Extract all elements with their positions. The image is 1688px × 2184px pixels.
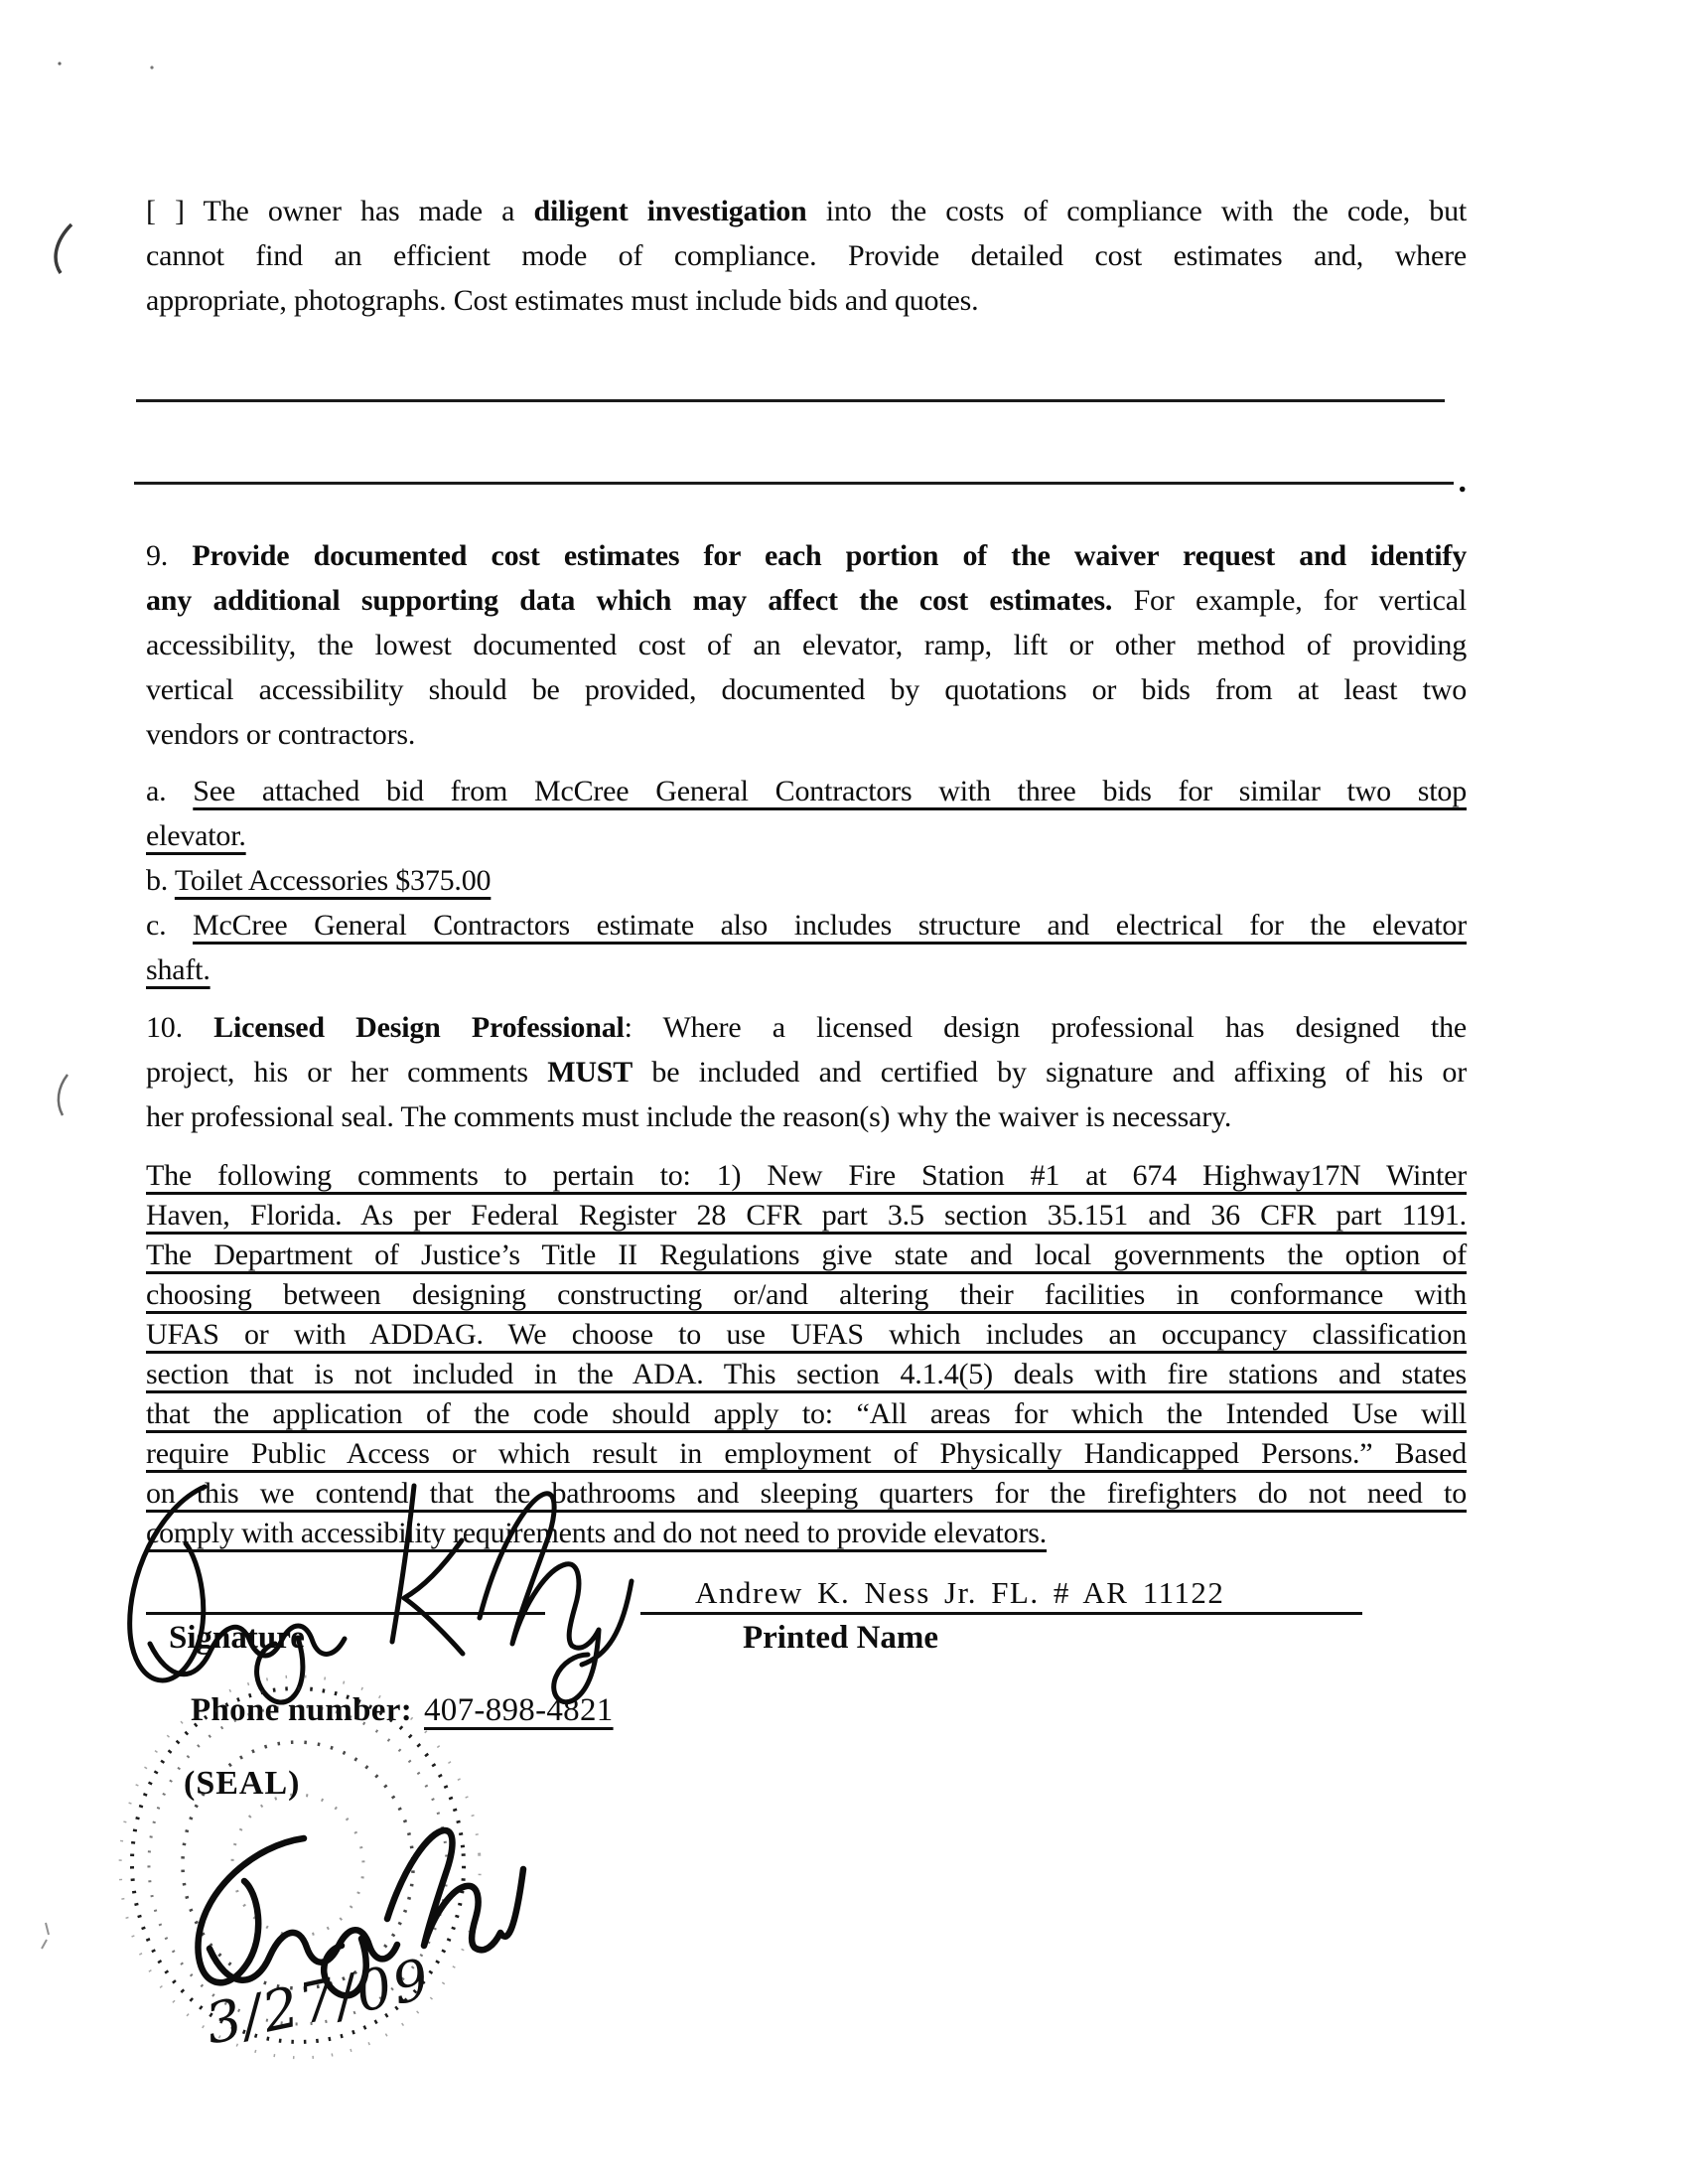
seal-signature-handwriting (198, 1830, 523, 1995)
text-segment: cannot find an efficient mode of compliance. Provide detailed cost estimates and, where (146, 239, 1467, 272)
text-line (146, 1474, 1467, 1514)
text-segment: on this we contend that the bathrooms and sleeping quarters for the firefighters do not need to (146, 1477, 1467, 1510)
text-line (146, 278, 1467, 323)
text-line (146, 903, 1467, 947)
text-line (146, 1394, 1467, 1434)
printed-name-label: Printed Name (743, 1620, 939, 1656)
speck-icon (58, 62, 61, 65)
text-segment: For example, for vertical (1112, 584, 1467, 617)
text-segment: The Department of Justice’s Title II Regulations give state and local governments the option of (146, 1238, 1467, 1271)
text-line (146, 1094, 1467, 1139)
text-segment: UFAS or with ADDAG. We choose to use UFAS which includes an occupancy classification (146, 1318, 1467, 1351)
text-segment: Toilet Accessories $375.00 (174, 864, 492, 897)
comments-paragraph (146, 1156, 1467, 1553)
blank-write-line-2[interactable] (134, 480, 1454, 485)
text-line (146, 1050, 1467, 1094)
text-segment: : Where a licensed design professional has designed the (624, 1011, 1467, 1044)
text-line (146, 947, 1467, 992)
text-segment: appropriate, photographs. Cost estimates must include bids and quotes. (146, 284, 979, 317)
text-segment: any additional supporting data which may affect the cost estimates. (146, 584, 1113, 617)
text-line (146, 1275, 1467, 1315)
text-line (146, 1196, 1467, 1236)
text-segment: choosing between designing constructing or/and altering their facilities in conformance with (146, 1278, 1467, 1311)
text-segment: c. (146, 909, 194, 942)
text-segment: diligent investigation (533, 195, 807, 227)
phone-number-value: 407-898-4821 (424, 1692, 614, 1728)
text-line (146, 1514, 1467, 1553)
text-segment: shaft. (146, 953, 211, 986)
items-list (146, 769, 1467, 992)
blank-write-line-2-row (134, 463, 1467, 500)
margin-artifact-paren-top (56, 224, 71, 273)
text-line (146, 1315, 1467, 1355)
text-line (146, 1434, 1467, 1474)
text-line (146, 712, 1467, 757)
text-segment: section that is not included in the ADA. This section 4.1.4(5) deals with fire stations and states (146, 1358, 1467, 1390)
item-c (146, 903, 1467, 992)
item-b (146, 858, 1467, 903)
text-segment: b. (146, 864, 175, 897)
text-line (146, 667, 1467, 712)
text-segment: MUST (547, 1056, 633, 1089)
text-segment: Licensed Design Professional (213, 1011, 625, 1044)
text-segment: vendors or contractors. (146, 718, 416, 751)
text-line (146, 813, 1467, 858)
signature-label: Signature (169, 1620, 305, 1656)
text-line (146, 578, 1467, 623)
text-line (146, 769, 1467, 813)
text-line (146, 858, 1467, 903)
text-line (146, 189, 1467, 233)
signature-row (146, 1571, 1467, 1615)
text-line (146, 1005, 1467, 1050)
phone-row (146, 1688, 1467, 1732)
phone-number-label: Phone number: (191, 1692, 412, 1728)
text-segment: [ ] The owner has made a (146, 195, 534, 227)
margin-artifact-mark-bottom (42, 1923, 49, 1949)
text-segment: Provide documented cost estimates for each portion of the waiver request and identify (192, 539, 1467, 572)
printed-name-line[interactable] (640, 1571, 1362, 1615)
text-segment: The following comments to pertain to: 1) New Fire Station #1 at 674 Highway17N Winter (146, 1159, 1467, 1192)
speck-icon (150, 66, 153, 69)
margin-artifact-paren-mid (59, 1075, 68, 1115)
section-9-paragraph (146, 533, 1467, 757)
text-segment: into the costs of compliance with the code, but (806, 195, 1468, 227)
text-segment: comply with accessibility requirements and do not need to provide elevators. (146, 1517, 1048, 1549)
text-segment: elevator. (146, 819, 246, 852)
text-line (146, 533, 1467, 578)
text-segment: 10. (146, 1011, 214, 1044)
section-10-paragraph (146, 1005, 1467, 1139)
line-end-period: . (1458, 463, 1467, 500)
signature-line[interactable] (146, 1568, 545, 1615)
seal-label: (SEAL) (184, 1765, 301, 1802)
text-line (146, 1355, 1467, 1394)
text-segment: her professional seal. The comments must include the reason(s) why the waiver is necessary. (146, 1100, 1232, 1133)
text-segment: vertical accessibility should be provided, documented by quotations or bids from at least two (146, 673, 1467, 706)
text-segment: McCree General Contractors estimate also includes structure and electrical for the elevator (193, 909, 1467, 942)
text-segment: Haven, Florida. As per Federal Register 28 CFR part 3.5 section 35.151 and 36 CFR part 1191. (146, 1199, 1467, 1232)
text-segment: be included and certified by signature and affixing of his or (633, 1056, 1467, 1089)
text-segment: 9. (146, 539, 193, 572)
seal-core-ring (227, 1791, 368, 1941)
text-segment: a. (146, 775, 194, 807)
text-segment: require Public Access or which result in employment of Physically Handicapped Persons.” Based (146, 1437, 1467, 1470)
item-a (146, 769, 1467, 858)
text-segment: accessibility, the lowest documented cost of an elevator, ramp, lift or other method of providing (146, 629, 1467, 661)
text-line (146, 623, 1467, 667)
text-line (146, 233, 1467, 278)
blank-write-line-1[interactable] (136, 399, 1445, 402)
text-line (146, 1236, 1467, 1275)
text-segment: project, his or her comments (146, 1056, 548, 1089)
signature-labels-row (146, 1615, 1467, 1661)
intro-paragraph (146, 189, 1467, 323)
page-content (146, 189, 1467, 1806)
text-line (146, 1156, 1467, 1196)
seal-date-handwritten: 3/27/09 (200, 1947, 437, 2058)
margin-artifacts (42, 62, 154, 1949)
printed-name-value: Andrew K. Ness Jr. FL. # AR 11122 (695, 1575, 1225, 1610)
text-segment: See attached bid from McCree General Contractors with three bids for similar two stop (193, 775, 1467, 807)
text-segment: that the application of the code should apply to: “All areas for which the Intended Use will (146, 1397, 1467, 1430)
